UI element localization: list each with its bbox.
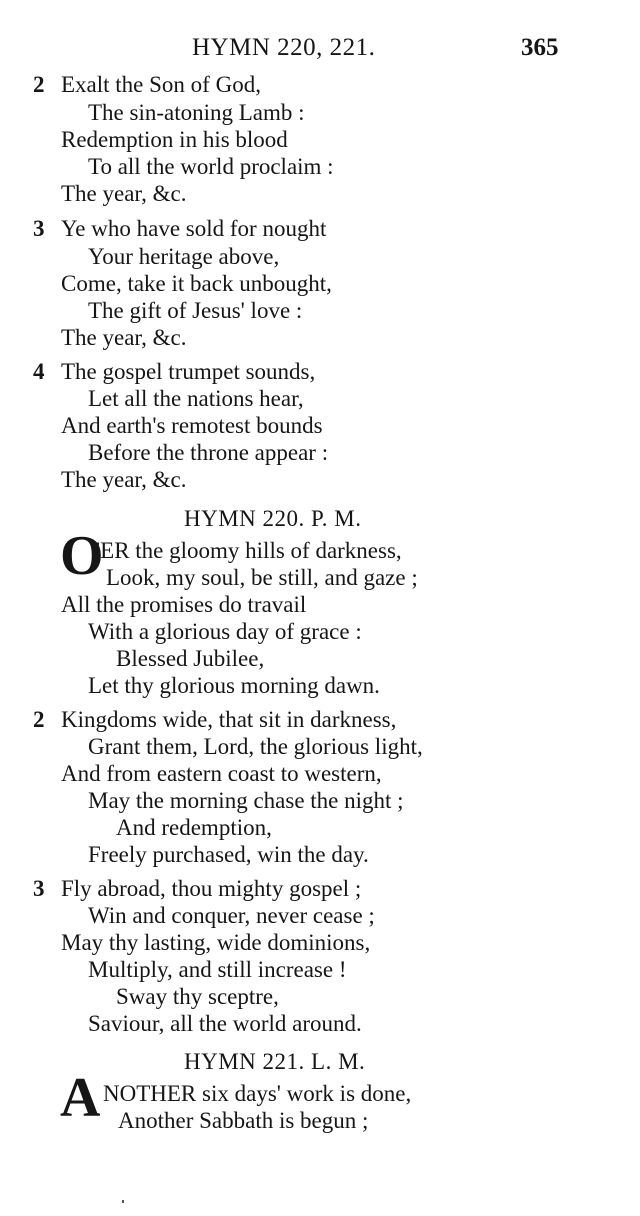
drop-cap: A: [60, 1067, 101, 1129]
verse-line: Redemption in his blood: [61, 127, 288, 152]
verse-line: Come, take it back unbought,: [61, 271, 332, 296]
verse-line: And earth's remotest bounds: [61, 413, 323, 438]
refrain-line: The year, &c.: [61, 325, 187, 350]
verse-number: 2: [33, 707, 45, 732]
verse-line: Exalt the Son of God,: [61, 72, 261, 97]
verse-line: Kingdoms wide, that sit in darkness,: [61, 707, 397, 732]
verse-number: 3: [33, 876, 45, 901]
verse-line: The gospel trumpet sounds,: [61, 359, 316, 384]
verse-line: And redemption,: [116, 815, 272, 840]
verse-line: Let all the nations hear,: [88, 386, 304, 411]
verse-line: To all the world proclaim :: [88, 154, 334, 179]
verse-line: Ye who have sold for nought: [61, 216, 327, 241]
verse-line: Blessed Jubilee,: [116, 646, 265, 671]
refrain-line: The year, &c.: [61, 467, 187, 492]
verse-line: Your heritage above,: [88, 244, 280, 269]
verse-line: Multiply, and still increase !: [88, 957, 347, 982]
page-header: [0, 34, 640, 68]
print-speck: [122, 1200, 124, 1203]
verse-line: Grant them, Lord, the glorious light,: [88, 734, 423, 759]
hymn-heading: HYMN 221. L. M.: [184, 1049, 366, 1074]
page-number: 365: [521, 34, 559, 61]
verse-line: With a glorious day of grace :: [88, 619, 362, 644]
hymn-heading: HYMN 220. P. M.: [184, 506, 362, 531]
verse-line: The gift of Jesus' love :: [88, 298, 303, 323]
verse-line: Before the throne appear :: [88, 440, 329, 465]
verse-line: Another Sabbath is begun ;: [118, 1108, 369, 1133]
verse-line: All the promises do travail: [61, 592, 307, 617]
verse-line: And from eastern coast to western,: [61, 761, 382, 786]
verse-line: Let thy glorious morning dawn.: [88, 673, 380, 698]
verse-line: The sin-atoning Lamb :: [88, 100, 305, 125]
verse-number: 3: [33, 216, 45, 241]
verse-line: Look, my soul, be still, and gaze ;: [106, 565, 418, 590]
verse-number: 2: [33, 72, 45, 97]
verse-line: Freely purchased, win the day.: [88, 842, 369, 867]
verse-line: Fly abroad, thou mighty gospel ;: [61, 876, 362, 901]
verse-line: Win and conquer, never cease ;: [88, 903, 375, 928]
running-title: HYMN 220, 221.: [192, 34, 376, 61]
verse-line: Saviour, all the world around.: [88, 1011, 362, 1036]
refrain-line: The year, &c.: [61, 181, 187, 206]
verse-line: May thy lasting, wide dominions,: [61, 930, 371, 955]
verse-line: Sway thy sceptre,: [116, 984, 279, 1009]
verse-line: 'ER the gloomy hills of darkness,: [96, 538, 402, 563]
verse-number: 4: [33, 359, 45, 384]
verse-line: May the morning chase the night ;: [88, 788, 404, 813]
drop-cap: O: [60, 525, 104, 587]
verse-line: NOTHER six days' work is done,: [103, 1081, 412, 1106]
